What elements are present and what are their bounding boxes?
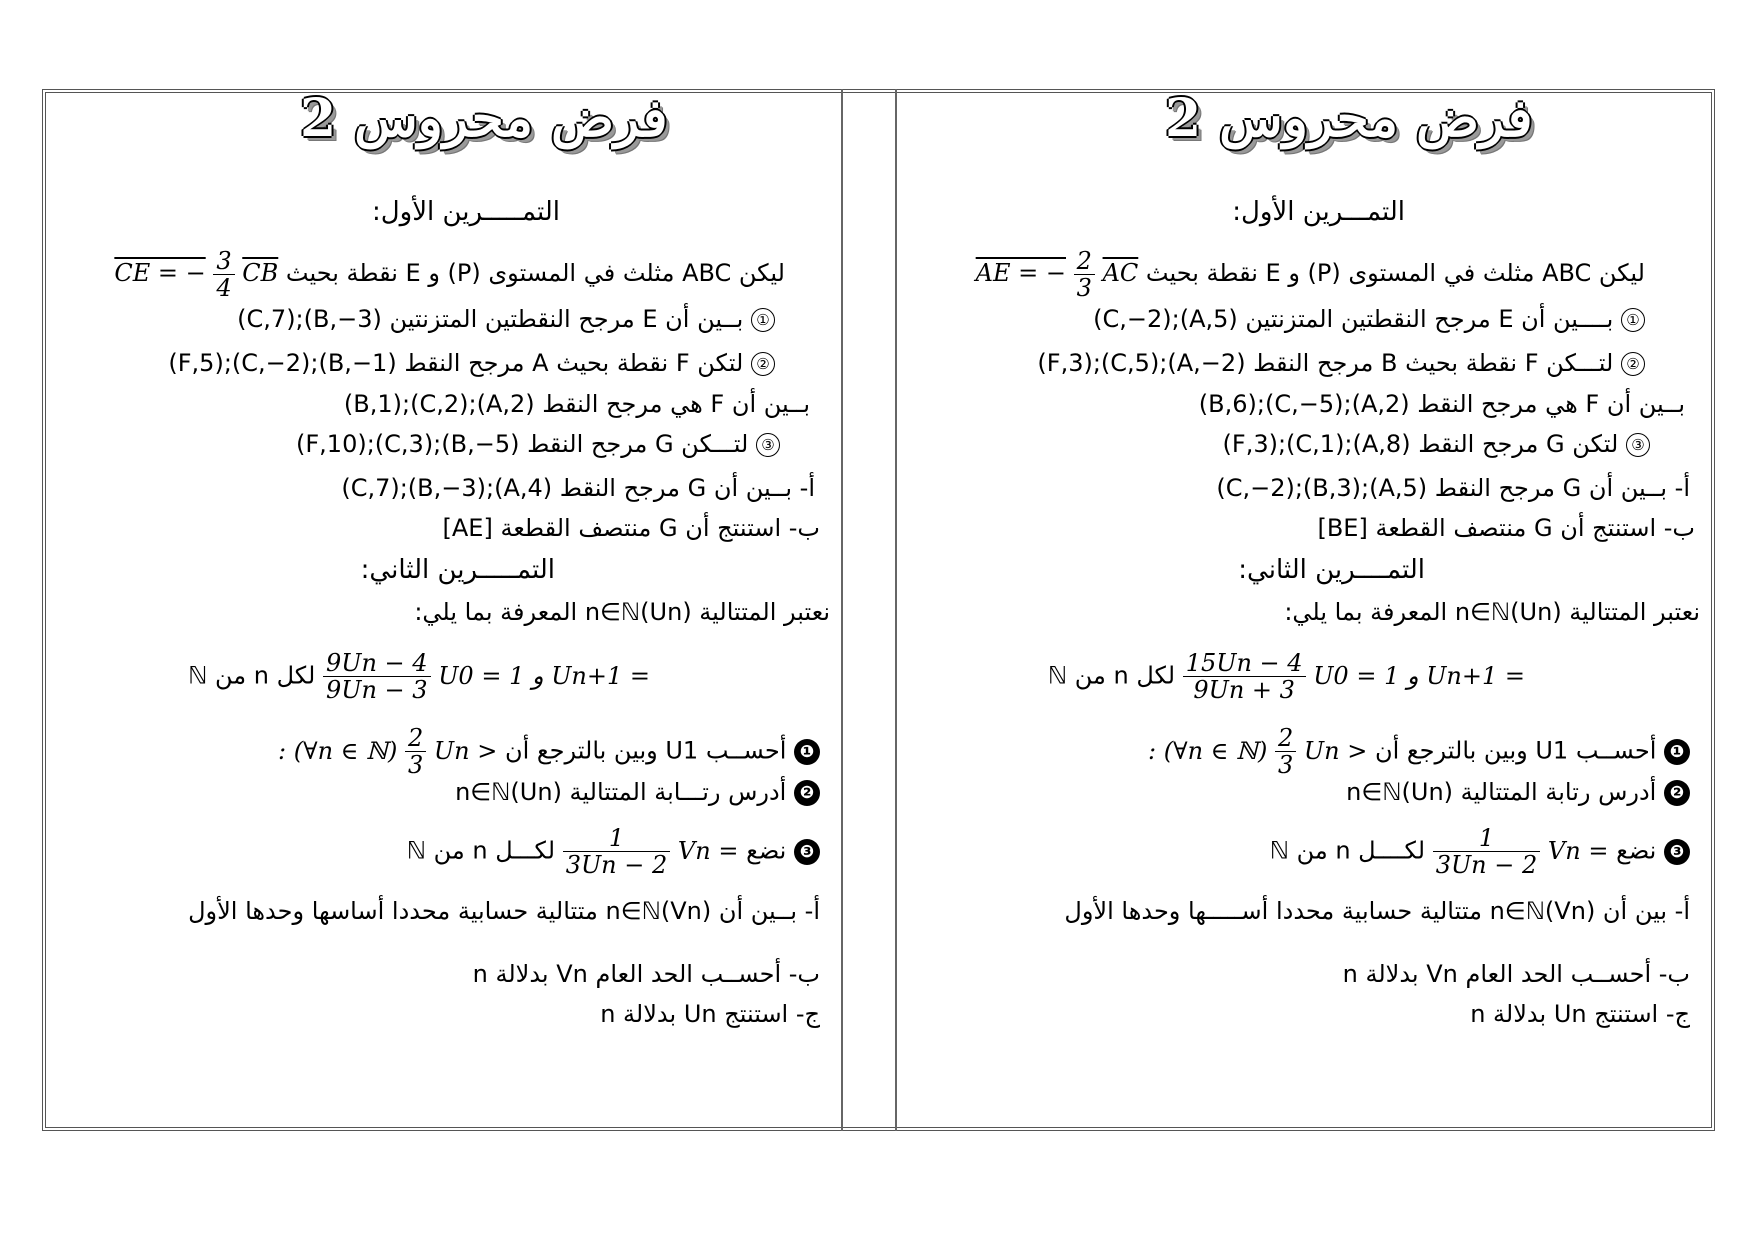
circled-number-icon: ③ xyxy=(756,433,780,457)
question-3: ③ لتـــكن G مرجح النقط (B,−5);(C,3);(F,10) xyxy=(260,430,780,458)
circled-number-icon: ① xyxy=(1621,308,1645,332)
exercise2-intro: نعتبر المتتالية (Un)n∈ℕ المعرفة بما يلي: xyxy=(1284,598,1700,626)
exercise2-heading: التمـــــرين الثاني: xyxy=(360,555,555,585)
bullet-number-icon: ❶ xyxy=(794,739,820,765)
question-2: ② لتـــكن F نقطة بحيث B مرجح النقط (A,−2);(C,5);(F,3) xyxy=(980,349,1645,377)
question-2: ② لتكن F نقطة بحيث A مرجح النقط (B,−1);(C,−2);(F,5) xyxy=(130,349,775,377)
part-3: ❸ نضع Vn = $\frac{1}{3Un - 2}$ لكـــل n من ℕ xyxy=(420,825,820,878)
question-2b: بــين أن F هي مرجح النقط (A,2);(C,−5);(B,6) xyxy=(1198,390,1685,418)
column-divider xyxy=(895,89,897,1131)
bullet-number-icon: ❸ xyxy=(794,839,820,865)
part-3: ❸ نضع Vn = $\frac{1}{3Un - 2}$ لكــــل n من ℕ xyxy=(1295,825,1690,878)
part-1: ❶ أحســب U1 وبين بالترجع أن Un > $\frac{2}{3}$ : (∀n ∈ ℕ) xyxy=(1155,725,1690,778)
question-2b: بــين أن F هي مرجح النقط (A,2);(C,2);(B,1) xyxy=(343,390,810,418)
question-3b: ب‌- استنتج أن G منتصف القطعة [BE] xyxy=(1317,514,1695,542)
bullet-number-icon: ❶ xyxy=(1664,739,1690,765)
question-3: ③ لتكن G مرجح النقط (A,8);(C,1);(F,3) xyxy=(1180,430,1650,458)
vector-equation: CE = − $\frac{3}{4}$ $\overline{CB}$ xyxy=(114,247,279,302)
exercise2-intro: نعتبر المتتالية (Un)n∈ℕ المعرفة بما يلي: xyxy=(414,598,830,626)
exercise1-statement: ليكن ABC مثلث في المستوى (P) و E نقطة بحيث AE = − $\frac{2}{3}$ $\overline{AC}$ xyxy=(975,247,1645,302)
vector-equation: AE = − $\frac{2}{3}$ $\overline{AC}$ xyxy=(975,247,1139,302)
column-divider xyxy=(841,89,843,1131)
bullet-number-icon: ❷ xyxy=(794,780,820,806)
circled-number-icon: ③ xyxy=(1626,433,1650,457)
bullet-number-icon: ❷ xyxy=(1664,780,1690,806)
exercise1-heading: التمـــــرين الأول: xyxy=(371,197,560,227)
exam-title: فرض محروس 2 xyxy=(1165,88,1533,149)
exam-title: فرض محروس 2 xyxy=(300,88,668,149)
question-3a: أ‌- بــين أن G مرجح النقط (A,4);(B,−3);(C,7) xyxy=(341,474,815,502)
circled-number-icon: ② xyxy=(1621,352,1645,376)
part-3b: ب‌- أحســب الحد العام Vn بدلالة n xyxy=(472,960,820,988)
sequence-definition: U0 = 1 و Un+1 = $\frac{15Un - 4}{9Un + 3}$ لكل n من ℕ xyxy=(1047,649,1525,704)
exercise1-heading: التمـــرين الأول: xyxy=(1232,197,1405,227)
bullet-number-icon: ❸ xyxy=(1664,839,1690,865)
part-3b: ب‌- أحســب الحد العام Vn بدلالة n xyxy=(1342,960,1690,988)
sequence-definition: U0 = 1 و Un+1 = $\frac{9Un - 4}{9Un - 3}$ لكل n من ℕ xyxy=(188,649,650,704)
part-3c: ج‌- استنتج Un بدلالة n xyxy=(600,1000,820,1028)
question-3a: أ‌- بــين أن G مرجح النقط (A,5);(B,3);(C,−2) xyxy=(1216,474,1690,502)
part-2: ❷ أدرس رتابة المتتالية (Un)n∈ℕ xyxy=(1385,778,1690,806)
exercise2-heading: التمــــرين الثاني: xyxy=(1238,555,1425,585)
part-3a: أ‌- بين أن (Vn)n∈ℕ متتالية حسابية محددا أســـــها وحدها الأول xyxy=(1064,897,1690,925)
question-1: ① بــين أن E مرجح النقطتين المتزنتين (B,−3);(C,7) xyxy=(235,305,775,333)
question-3b: ب‌- استنتج أن G منتصف القطعة [AE] xyxy=(442,514,820,542)
circled-number-icon: ② xyxy=(751,352,775,376)
part-1: ❶ أحســب U1 وبين بالترجع أن Un > $\frac{2}{3}$ : (∀n ∈ ℕ) xyxy=(285,725,820,778)
exercise1-statement: ليكن ABC مثلث في المستوى (P) و E نقطة بحيث CE = − $\frac{3}{4}$ $\overline{CB}$ xyxy=(114,247,785,302)
question-1: ① بــــين أن E مرجح النقطتين المتزنتين (A,5);(C,−2) xyxy=(1095,305,1645,333)
part-3a: أ‌- بــين أن (Vn)n∈ℕ متتالية حسابية محددا أساسها وحدها الأول xyxy=(188,897,820,925)
part-3c: ج‌- استنتج Un بدلالة n xyxy=(1470,1000,1690,1028)
circled-number-icon: ① xyxy=(751,308,775,332)
part-2: ❷ أدرس رتـــابة المتتالية (Un)n∈ℕ xyxy=(490,778,820,806)
